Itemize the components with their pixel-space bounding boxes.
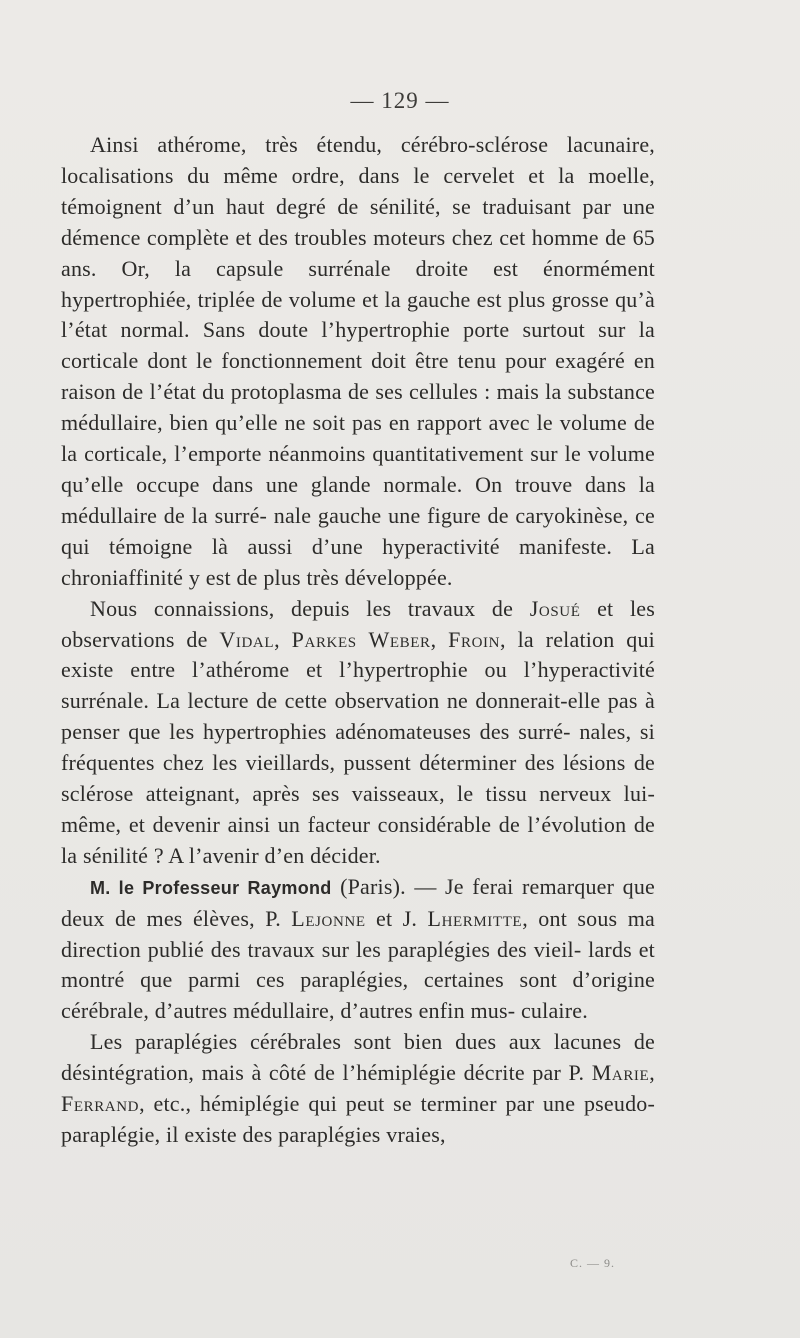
author-name: Parkes Weber <box>291 626 431 652</box>
paragraph-4-part-3: , <box>649 1060 655 1086</box>
paragraph-2-part-9: , la relation qui existe entre l’athérome et l’hypertrophie ou l’hyperactivité surrénale. La lecture de cette observation ne donnerait-elle pas à penser que les hypertrophies adénomateuses des surré- nales, si fréquentes chez les vieillards, pussent déterminer des lésions de sclérose atteignant, après ses vaisseaux, le tissu nerveux lui-même, et devenir ainsi un facteur considérable de l’évolution de la sénilité ? A l’avenir d’en décider. <box>61 626 655 868</box>
paragraph-4 <box>61 1027 655 1151</box>
author-name: Ferrand <box>61 1091 140 1117</box>
speaker-name: M. le Professeur Raymond <box>90 877 332 898</box>
author-name: Vidal <box>219 626 275 652</box>
paragraph-3-part-3: et J. <box>365 905 428 931</box>
paragraph-1: Ainsi athérome, très étendu, cérébro-sclérose lacunaire, localisations du même ordre, dans le cervelet et la moelle, témoignent d’un haut degré de sénilité, se traduisant par une démence complète et des troubles moteurs chez cet homme de 65 ans. Or, la capsule surrénale droite est énormément hypertrophiée, triplée de volume et la gauche est plus grosse qu’à l’état normal. Sans doute l’hypertrophie porte surtout sur la corticale dont le fonctionnement doit être tenu pour exagéré en raison de l’état du protoplasma de ses cellules : mais la substance médullaire, bien qu’elle ne soit pas en rapport avec le volume de la corticale, l’emporte néanmoins quantitativement sur le volume qu’elle occupe dans une glande normale. On trouve dans la médullaire de la surré- nale gauche une figure de caryokinèse, ce qui témoigne là aussi d’une hyperactivité manifeste. La chroniaffinité y est de plus très développée. <box>61 132 655 590</box>
paragraph-4-part-5: , etc., hémiplégie qui peut se terminer par une pseudo-paraplégie, il existe des paraplégies vraies, <box>61 1091 655 1147</box>
paragraph-4-part-1: Les paraplégies cérébrales sont bien dues aux lacunes de désintégration, mais à côté de l’hémiplégie décrite par P. <box>61 1029 655 1086</box>
paragraph-2-part-3: et les observations de <box>61 595 656 652</box>
paragraph-2-part-7: , <box>430 626 449 652</box>
paragraph-3-part-5: , ont sous ma direction publié des travaux sur les paraplégies des vieil- lards et montré que parmi ces paraplégies, certaines sont d’origine cérébrale, d’autres médullaire, d’autres enfin mus- culaire. <box>61 905 655 1024</box>
signature-mark: C. — 9. <box>570 1256 616 1270</box>
body-text <box>61 130 655 1151</box>
paragraph-2-part-5: , <box>274 626 292 652</box>
paragraph-2 <box>61 594 655 872</box>
author-name: Marie <box>591 1060 650 1086</box>
paragraph-2-part-1: Nous connaissions, depuis les travaux de <box>90 595 530 621</box>
page-number: — 129 — <box>350 88 450 113</box>
author-name: Lejonne <box>291 905 366 931</box>
author-name: Lhermitte <box>427 905 523 931</box>
author-name: Josué <box>529 595 581 621</box>
paragraph-3-part-1: (Paris). — Je ferai remarquer que deux de mes élèves, P. <box>61 873 655 931</box>
paragraph-3 <box>61 872 655 1028</box>
author-name: Froin <box>448 626 501 652</box>
